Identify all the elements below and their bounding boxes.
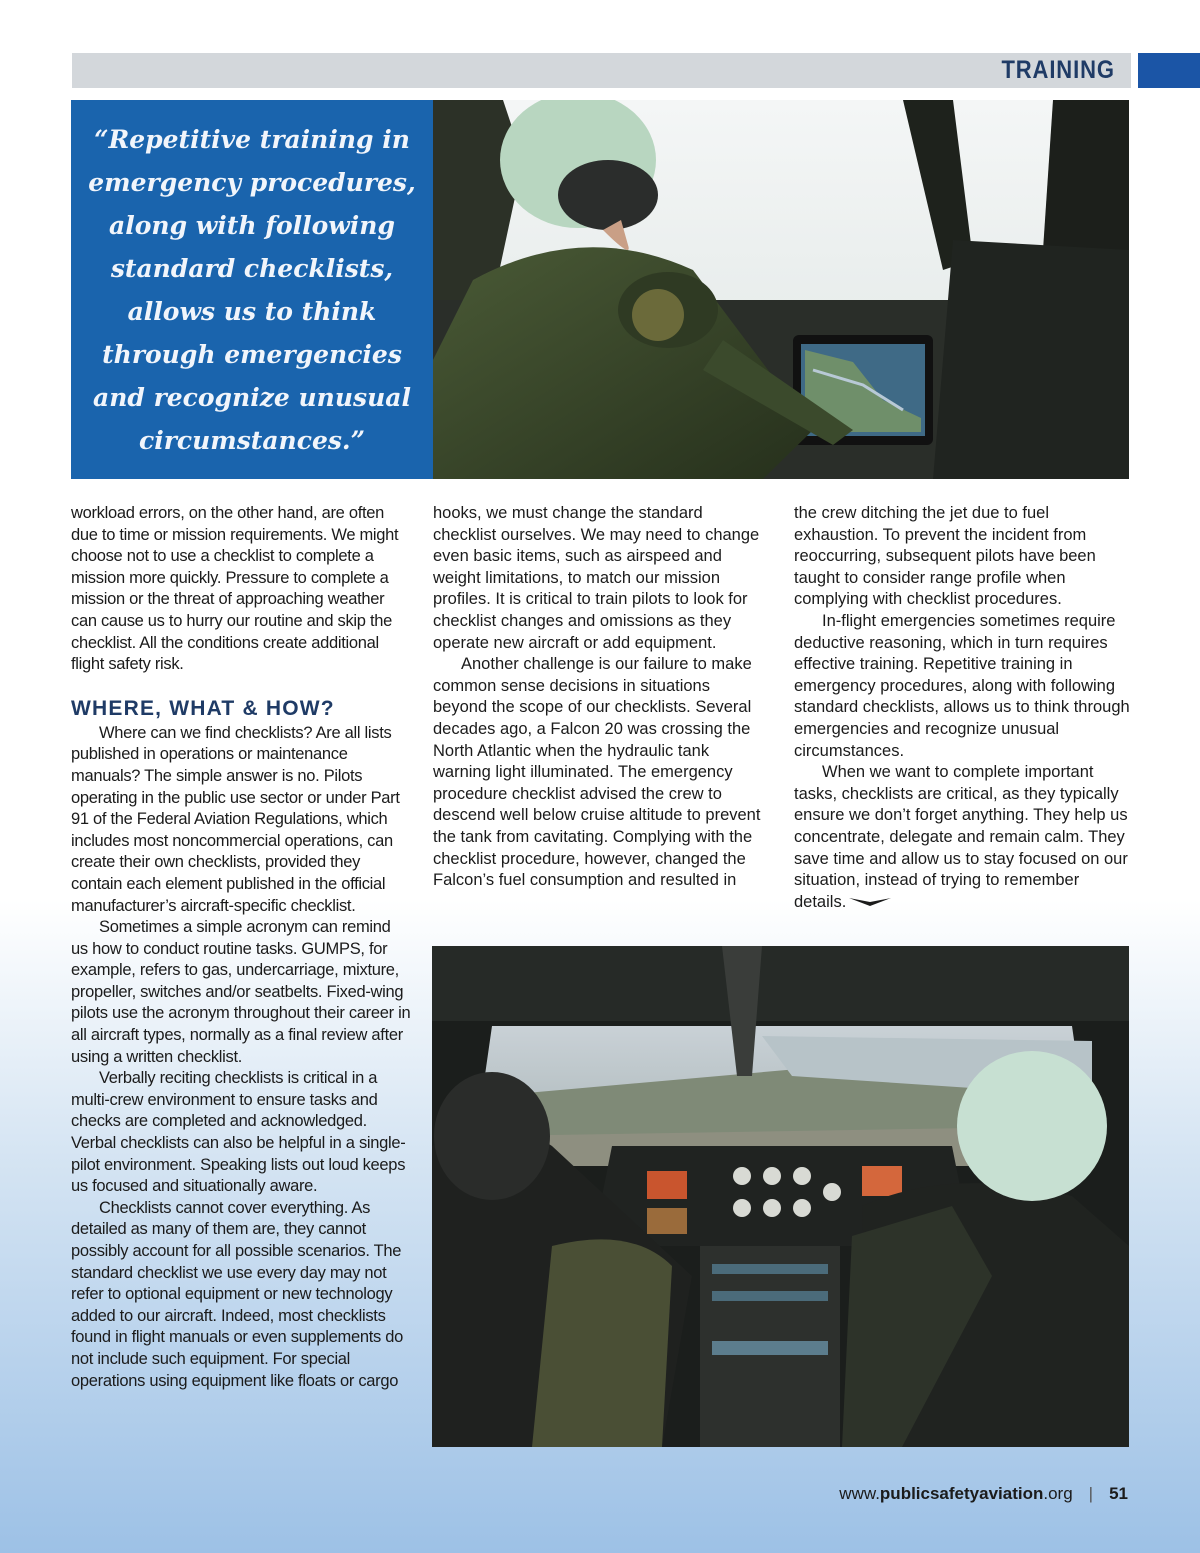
- photo-pilot-cockpit: [433, 100, 1129, 479]
- footer-url-prefix: www.: [839, 1484, 880, 1503]
- article-column-1: [71, 503, 411, 1392]
- paragraph: the crew ditching the jet due to fuel exhaustion. To prevent the incident from reoccurring, subsequent pilots have been taught to consider range profile when complying with checklist procedures.: [794, 504, 1096, 609]
- article-column-2: [433, 503, 768, 892]
- paragraph: Another challenge is our failure to make common sense decisions in situations beyond the scope of our checklists. Several decades ago, a Falcon 20 was crossing the North Atlantic when the hydraulic tank warning light illuminated. The emergency procedure checklist advised the crew to descend well below cruise altitude to prevent the tank from cavitating. Complying with the checklist procedure, however, changed the Falcon’s fuel consumption and resulted in: [433, 655, 761, 890]
- paragraph-text: When we want to complete important tasks, checklists are critical, as they typically ensure we don’t forget anything. They help us concentrate, delegate and remain calm. They save time and allow us to stay focused on our situation, instead of trying to remember details.: [794, 763, 1128, 911]
- end-of-article-icon: [849, 896, 891, 908]
- subhead: WHERE, WHAT & HOW?: [71, 696, 335, 720]
- paragraph: hooks, we must change the standard checklist ourselves. We may need to change even basic items, such as airspeed and weight limitations, to match our mission profiles. It is critical to train pilots to look for checklist changes and omissions as they operate new aircraft or add equipment.: [433, 504, 760, 652]
- paragraph: Verbally reciting checklists is critical in a multi-crew environment to ensure tasks and checks are completed and acknowledged. Verbal checklists can also be helpful in a single-pilot environment. Speaking lists out loud keeps us focused and situationally aware.: [71, 1069, 406, 1196]
- paragraph: workload errors, on the other hand, are often due to time or mission requirements. We might choose not to use a checklist to complete a mission more quickly. Pressure to complete a mission or the threat of approaching weather can cause us to hurry our routine and skip the checklist. All the conditions create additional flight safety risk.: [71, 504, 399, 674]
- footer-separator: |: [1088, 1484, 1094, 1503]
- footer-url[interactable]: [839, 1484, 1072, 1503]
- paragraph: In-flight emergencies sometimes require deductive reasoning, which in turn requires effective training. Repetitive training in emergency procedures, along with following standard checklists, allows us to think through emergencies and recognize unusual circumstances.: [794, 611, 1130, 760]
- page-number: 51: [1109, 1484, 1128, 1503]
- section-header-bar: [72, 53, 1131, 88]
- footer-url-domain: publicsafetyaviation: [879, 1484, 1044, 1503]
- footer-url-suffix: .org: [1043, 1484, 1073, 1503]
- page-footer: [839, 1484, 1128, 1504]
- paragraph: Sometimes a simple acronym can remind us how to conduct routine tasks. GUMPS, for example, refers to gas, undercarriage, mixture, propeller, switches and/or seatbelts. Fixed-wing pilots use the acronym throughout their career in all aircraft types, normally as a final review after using a written checklist.: [71, 918, 411, 1066]
- pull-quote-box: [71, 100, 433, 479]
- article-column-3: [794, 503, 1130, 913]
- section-label: TRAINING: [1001, 56, 1115, 84]
- photo-cockpit-crew: [432, 946, 1129, 1447]
- paragraph: [794, 762, 1130, 913]
- header-accent-tab: [1138, 53, 1200, 88]
- paragraph: Where can we find checklists? Are all lists published in operations or maintenance manuals? The simple answer is no. Pilots operating in the public use sector or under Part 91 of the Federal Aviation Regulations, which includes most noncommercial operations, can create their own checklists, provided they contain each element published in the official manufacturer’s aircraft-specific checklist.: [71, 723, 400, 915]
- paragraph: Checklists cannot cover everything. As detailed as many of them are, they cannot possibly account for all possible scenarios. The standard checklist we use every day may not refer to optional equipment or new technology added to our aircraft. Indeed, most checklists found in flight manuals or even supplements do not include such equipment. For special operations using equipment like floats or cargo: [71, 1198, 403, 1390]
- pull-quote-text: “Repetitive training in emergency procedures, along with following standard checklists, allows us to think through emergencies and recognize unusual circumstances.”: [88, 124, 416, 455]
